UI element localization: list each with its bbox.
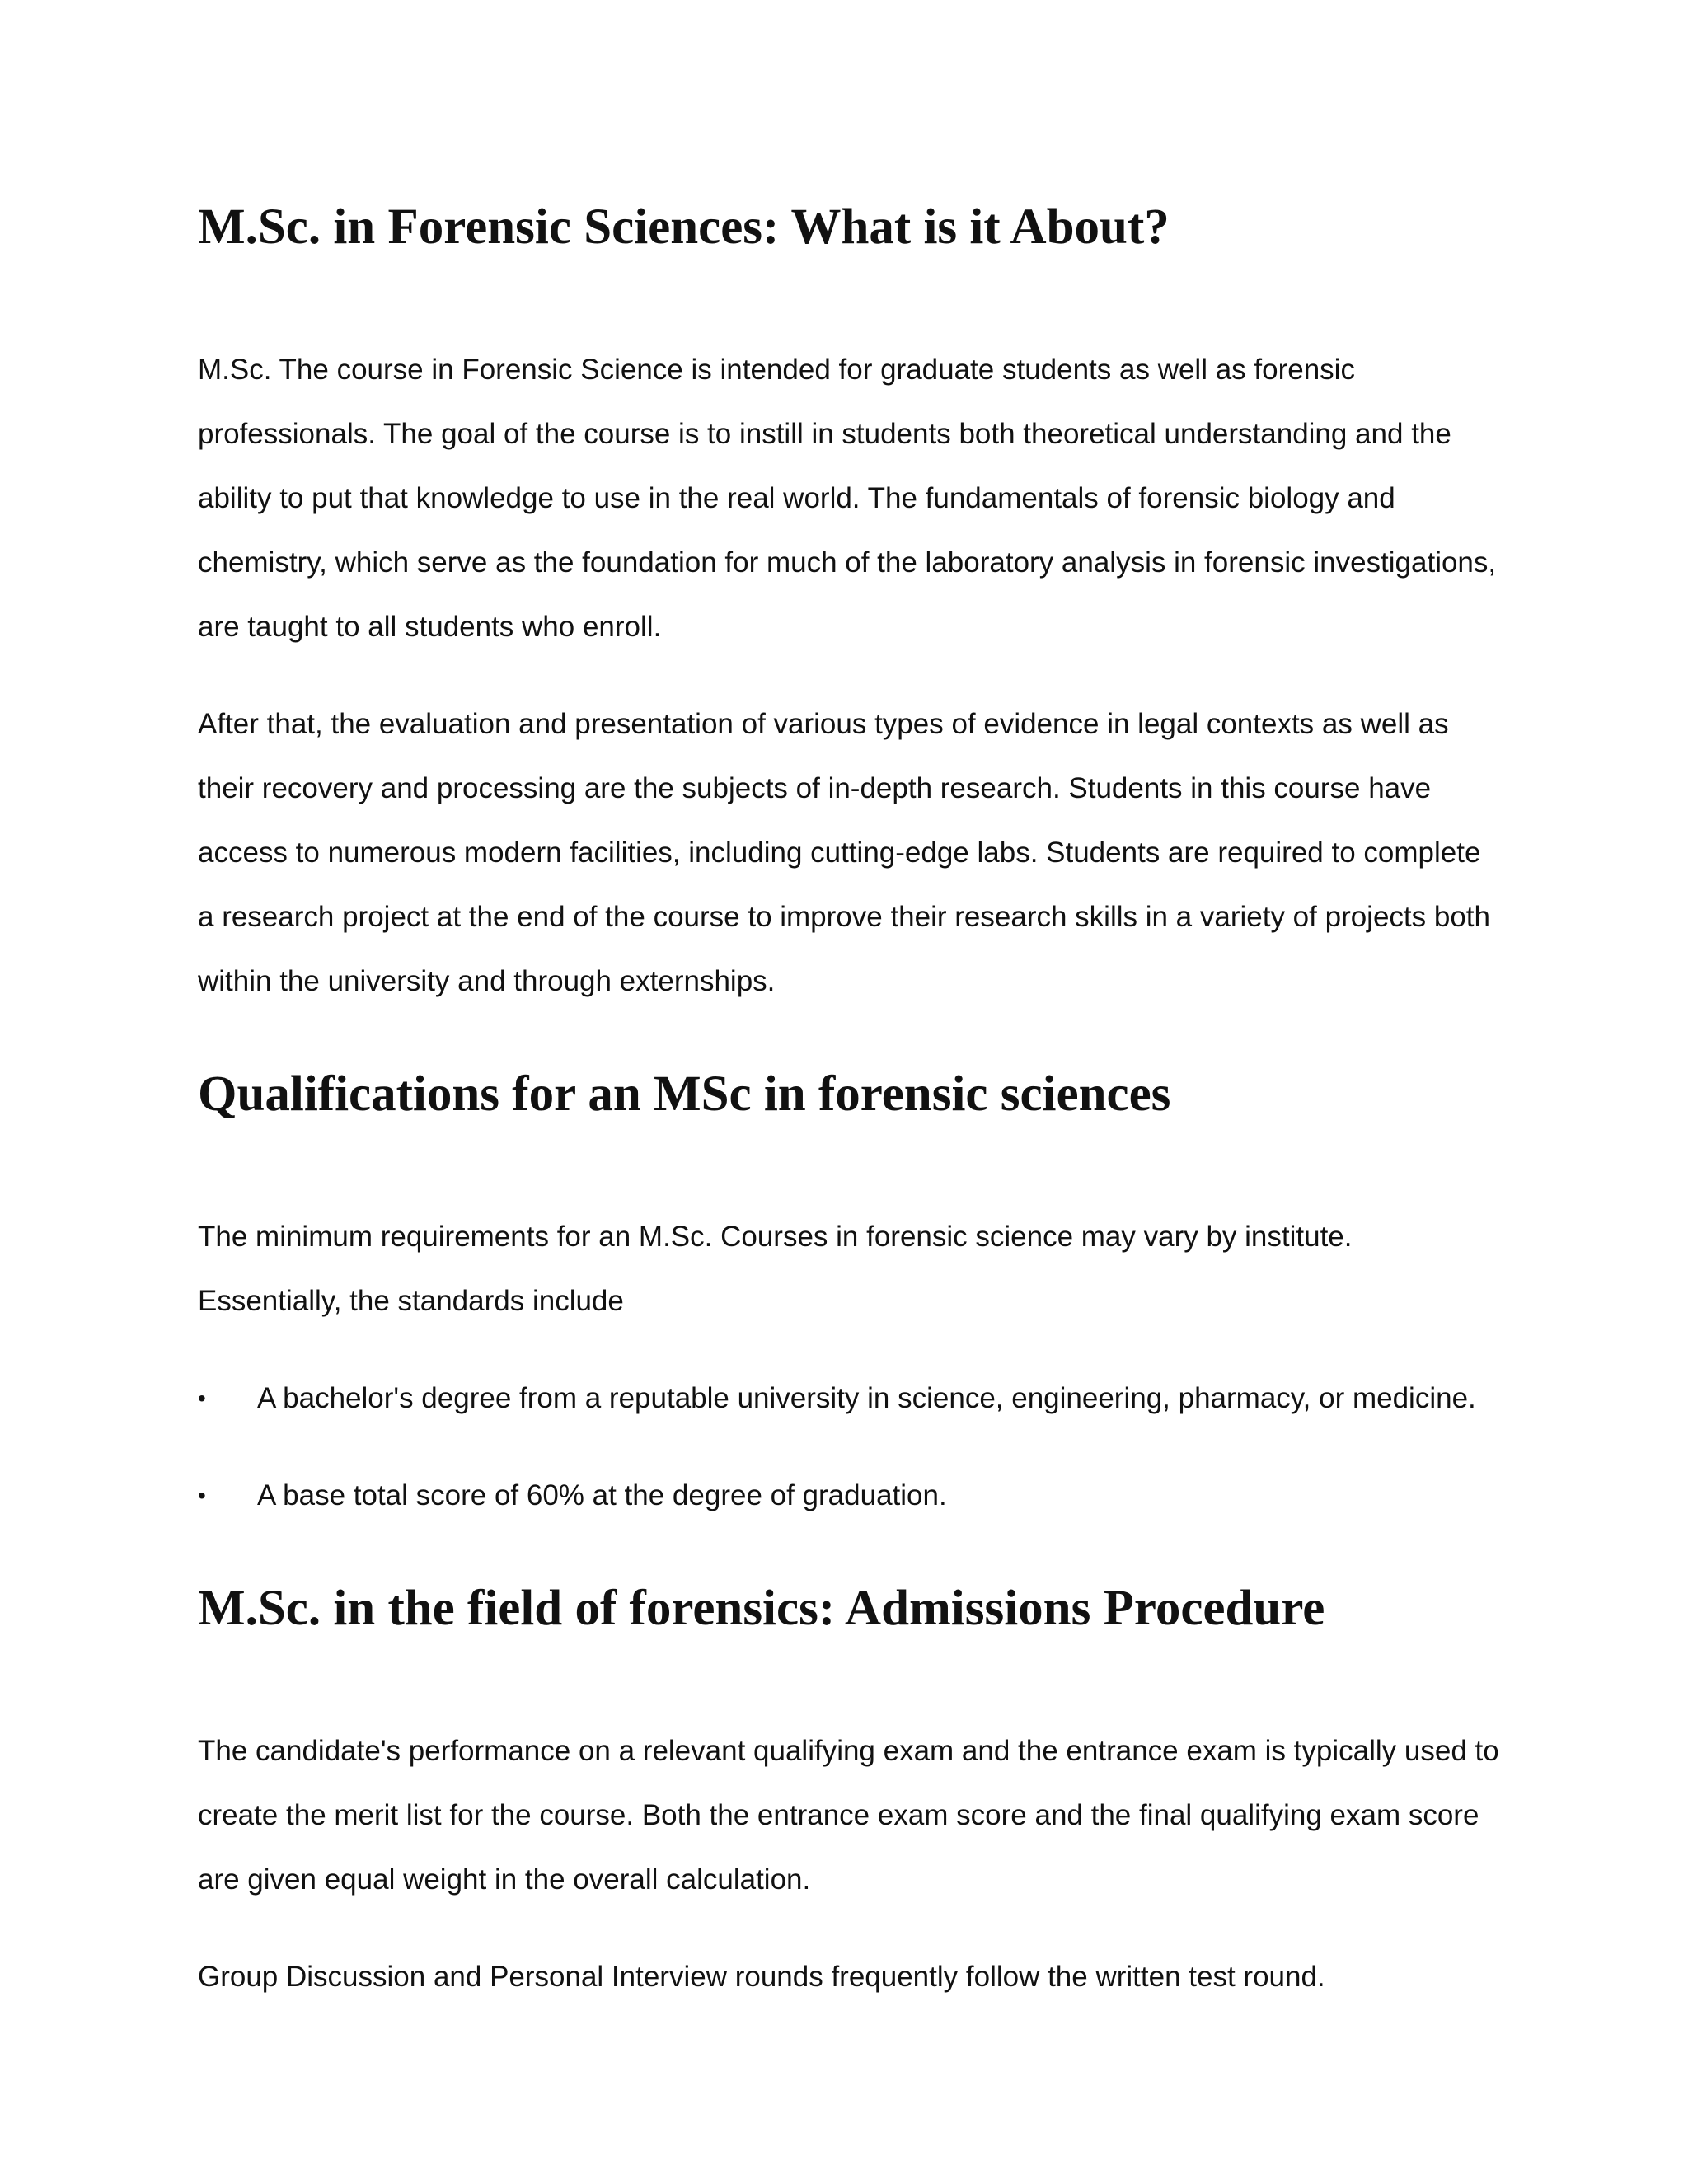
section-admissions <box>198 1579 1500 2009</box>
paragraph-admissions-rounds: Group Discussion and Personal Interview rounds frequently follow the written test round. <box>198 1961 1325 1993</box>
paragraph-qualifications-intro: The minimum requirements for an M.Sc. Courses in forensic science may vary by institute. Essentially, the standards include <box>198 1221 1353 1317</box>
bullet-icon: • <box>198 1385 206 1411</box>
section-qualifications <box>198 1065 1500 1528</box>
list-item-text: A bachelor's degree from a reputable university in science, engineering, pharmacy, or medicine. <box>257 1382 1476 1414</box>
list-item <box>198 1464 1500 1528</box>
heading-about: M.Sc. in Forensic Sciences: What is it About? <box>198 199 1170 255</box>
heading-admissions: M.Sc. in the field of forensics: Admissions Procedure <box>198 1581 1325 1636</box>
document-body <box>198 198 1500 2009</box>
list-item <box>198 1366 1500 1431</box>
paragraph-about-research: After that, the evaluation and presentation of various types of evidence in legal contexts as well as their recovery and processing are the subjects of in-depth research. Students in this course have access to numerous modern facilities, including cutting-edge labs. Students are required to complete a research project at the end of the course to improve their research skills in a variety of projects both within the university and through externships. <box>198 708 1490 997</box>
paragraph-admissions-merit: The candidate's performance on a relevant qualifying exam and the entrance exam is typically used to create the merit list for the course. Both the entrance exam score and the final qualifying exam score are given equal weight in the overall calculation. <box>198 1735 1499 1896</box>
list-item-text: A base total score of 60% at the degree of graduation. <box>257 1479 947 1511</box>
heading-qualifications: Qualifications for an MSc in forensic sciences <box>198 1066 1171 1122</box>
section-about <box>198 198 1500 1014</box>
paragraph-about-intro: M.Sc. The course in Forensic Science is intended for graduate students as well as forensic professionals. The goal of the course is to instill in students both theoretical understanding and the ability to put that knowledge to use in the real world. The fundamentals of forensic biology and chemistry, which serve as the foundation for much of the laboratory analysis in forensic investigations, are taught to all students who enroll. <box>198 354 1497 643</box>
bullet-icon: • <box>198 1483 206 1508</box>
qualifications-list <box>198 1366 1500 1528</box>
